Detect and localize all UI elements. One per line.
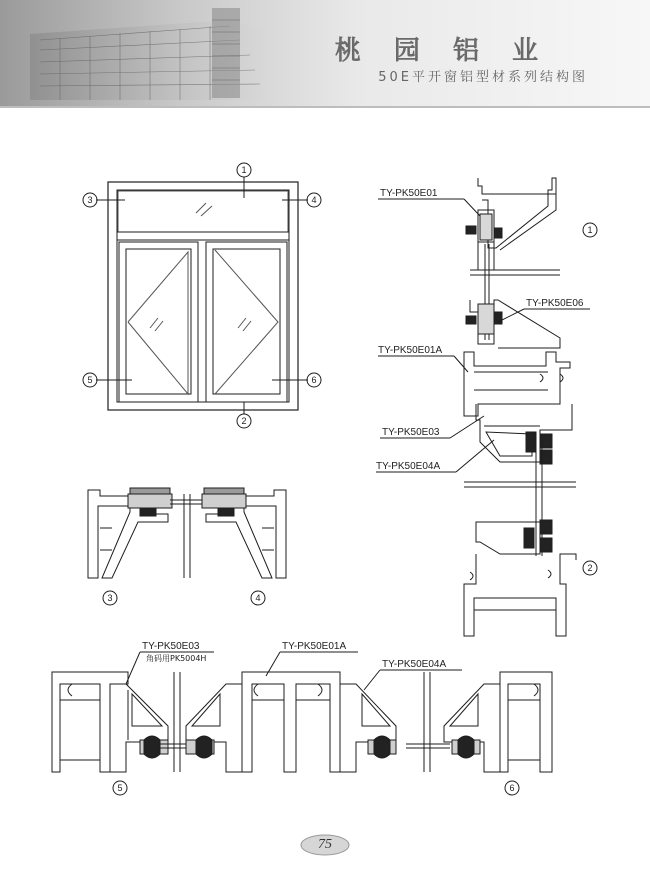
label-bottom-pk50e03: TY-PK50E03 xyxy=(142,641,200,652)
marker-5: 5 xyxy=(87,375,93,385)
label-corner-key: 角码用PK5004H xyxy=(146,654,207,663)
marker-6: 6 xyxy=(311,375,317,385)
label-pk50e01: TY-PK50E01 xyxy=(380,188,438,199)
section-marker-1: 1 xyxy=(587,225,593,235)
horizontal-section xyxy=(52,652,552,772)
label-bottom-pk50e04a: TY-PK50E04A xyxy=(382,659,447,670)
page-number-badge xyxy=(300,834,350,856)
window-elevation xyxy=(96,177,308,414)
marker-4: 4 xyxy=(311,195,317,205)
page-subtitle: 50E平开窗铝型材系列结构图 xyxy=(378,70,588,85)
label-pk50e01a: TY-PK50E01A xyxy=(378,345,443,356)
label-pk50e03: TY-PK50E03 xyxy=(382,427,440,438)
label-pk50e06: TY-PK50E06 xyxy=(526,298,584,309)
brand-title: 桃 园 铝 业 xyxy=(334,36,550,66)
marker-3: 3 xyxy=(87,195,93,205)
marker-1: 1 xyxy=(241,165,247,175)
vertical-section xyxy=(376,178,593,636)
section-marker-2: 2 xyxy=(587,563,593,573)
label-pk50e04a: TY-PK50E04A xyxy=(376,461,441,472)
page-number: 75 xyxy=(318,837,332,852)
section-marker-3: 3 xyxy=(107,593,113,603)
marker-2: 2 xyxy=(241,416,247,426)
label-bottom-pk50e01a: TY-PK50E01A xyxy=(282,641,347,652)
section-marker-6: 6 xyxy=(509,783,515,793)
mullion-section xyxy=(88,488,286,578)
section-marker-5: 5 xyxy=(117,783,123,793)
section-marker-4: 4 xyxy=(255,593,261,603)
